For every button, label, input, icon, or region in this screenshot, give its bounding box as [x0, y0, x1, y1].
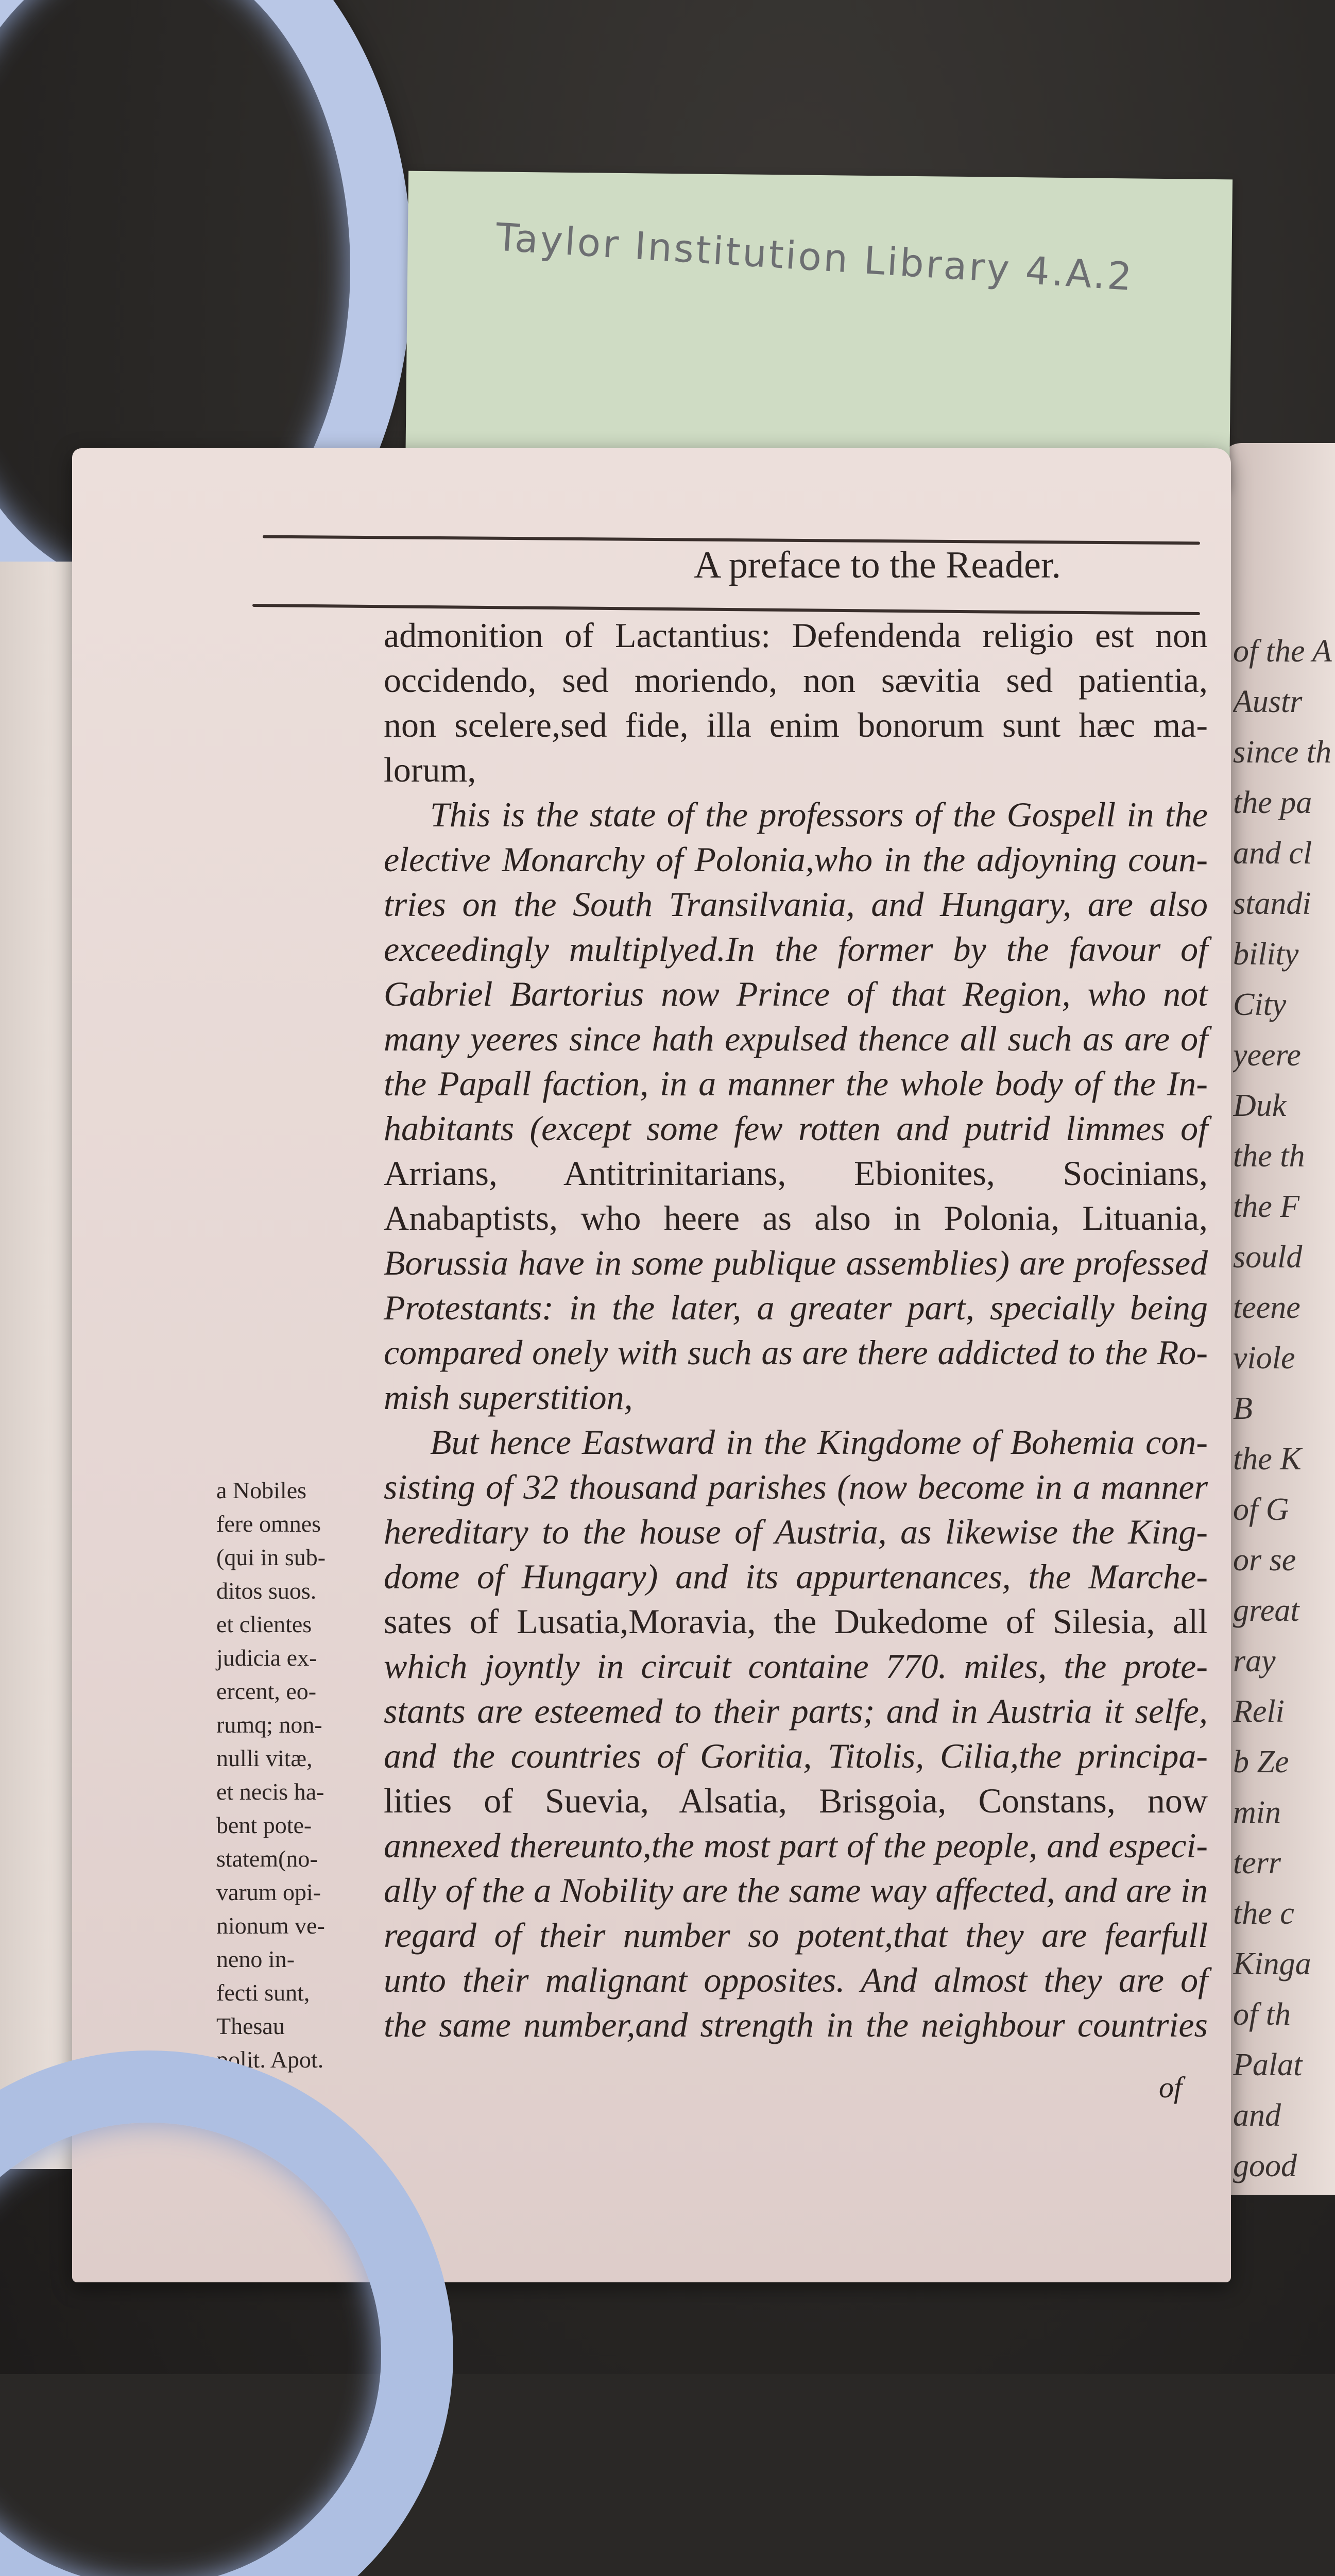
facing-page-fragment: the pa — [1233, 785, 1312, 820]
text-line: stants are esteemed to their parts; and in Austria it selfe, — [384, 1691, 1208, 1731]
facing-page-fragment: min — [1233, 1795, 1281, 1830]
facing-page-fragment: the th — [1233, 1139, 1305, 1174]
facing-page-fragment: of th — [1233, 1997, 1291, 2032]
text-line: unto their malignant opposites. And almost they are of — [384, 1960, 1208, 1999]
text-line: ally of the a Nobility are the same way affected, and are in — [384, 1871, 1208, 1910]
text-line: habitants (except some few rotten and putrid limmes of — [384, 1109, 1208, 1148]
margin-note-line: a Nobiles — [216, 1477, 307, 1503]
text-line: and the countries of Goritia, Titolis, Cilia,the principa- — [384, 1736, 1208, 1775]
facing-page-fragment: and cl — [1233, 836, 1312, 871]
text-line: annexed thereunto,the most part of the people, and especi- — [384, 1826, 1208, 1865]
facing-page-fragment: yeere — [1233, 1038, 1301, 1073]
facing-page-fragment: Austr — [1233, 684, 1303, 719]
body-text — [384, 613, 1208, 2047]
facing-page-fragment: good — [1233, 2148, 1297, 2183]
margin-note-line: et clientes — [216, 1611, 312, 1637]
text-line: mish superstition, — [384, 1378, 633, 1417]
text-line: non scelere,sed fide, illa enim bonorum sunt hæc ma- — [384, 705, 1208, 744]
facing-page-fragment: Palat — [1233, 2047, 1303, 2082]
facing-page-fragment: City — [1233, 987, 1287, 1022]
facing-page-fragment: Kinga — [1233, 1946, 1311, 1981]
library-slip — [405, 171, 1233, 489]
margin-note-line: polit. Apot. — [216, 2046, 324, 2073]
text-line: admonition of Lactantius: Defendenda religio est non — [384, 616, 1208, 655]
catchword: of — [1159, 2071, 1183, 2104]
text-line: dome of Hungary) and its appurtenances, the Marche- — [384, 1557, 1208, 1596]
margin-note-line: fere omnes — [216, 1511, 321, 1537]
text-line: Protestants: in the later, a greater part, specially being — [384, 1288, 1208, 1327]
left-page-edge — [0, 562, 82, 2169]
margin-note-line: judicia ex- — [216, 1645, 317, 1671]
text-line: tries on the South Transilvania, and Hungary, are also — [384, 885, 1208, 924]
facing-page-fragment: b Ze — [1233, 1744, 1289, 1780]
facing-page-fragment: of G — [1233, 1492, 1289, 1527]
facing-page-fragment: terr — [1233, 1845, 1281, 1880]
margin-note-line: Thesau — [216, 2013, 285, 2039]
facing-page-fragment: of the A — [1233, 634, 1332, 669]
text-line: the same number,and strength in the neighbour countries — [384, 2005, 1208, 2044]
text-line: Borussia have in some publique assemblies) are professed — [384, 1243, 1208, 1282]
facing-page-fragment: bility — [1233, 937, 1299, 972]
facing-page-fragment: or se — [1233, 1543, 1296, 1578]
margin-note-line: statem(no- — [216, 1845, 318, 1872]
text-line: many yeeres since hath expulsed thence all such as are of — [384, 1019, 1208, 1058]
facing-page-fragment: and — [1233, 2098, 1281, 2133]
margin-note-line: nulli vitæ, — [216, 1745, 313, 1771]
facing-page-fragment: the F — [1233, 1189, 1300, 1224]
margin-note-line: fecti sunt, — [216, 1979, 310, 2006]
text-line: exceedingly multiplyed.In the former by the favour of — [384, 929, 1208, 969]
text-line: Anabaptists, who heere as also in Polonia, Lituania, — [384, 1198, 1208, 1238]
text-line: hereditary to the house of Austria, as likewise the King- — [384, 1512, 1208, 1551]
running-head: A preface to the Reader. — [694, 544, 1061, 586]
library-slip-text: Taylor Institution Library 4.A.2 — [494, 215, 1135, 300]
text-line: which joyntly in circuit containe 770. miles, the prote- — [384, 1647, 1208, 1686]
margin-note-line: (qui in sub- — [216, 1544, 326, 1570]
facing-page-fragment: B — [1233, 1391, 1253, 1426]
text-line: sates of Lusatia,Moravia, the Dukedome of Silesia, all — [384, 1602, 1208, 1641]
text-line: lities of Suevia, Alsatia, Brisgoia, Constans, now — [384, 1781, 1208, 1820]
text-line: sisting of 32 thousand parishes (now become in a manner — [384, 1467, 1208, 1506]
margin-note-line: ditos suos. — [216, 1578, 317, 1604]
text-line: regard of their number so potent,that they are fearfull — [384, 1916, 1208, 1955]
text-line: Arrians, Antitrinitarians, Ebionites, Socinians, — [384, 1154, 1208, 1193]
facing-page-fragment: standi — [1233, 886, 1311, 921]
facing-page-fragment: teene — [1233, 1290, 1300, 1325]
facing-page-fragment: viole — [1233, 1341, 1295, 1376]
margin-note-line: bent pote- — [216, 1812, 312, 1838]
facing-page-fragment: Duk — [1233, 1088, 1287, 1123]
text-line: lorum, — [384, 750, 476, 789]
margin-note-line: nionum ve- — [216, 1912, 325, 1939]
text-line: occidendo, sed moriendo, non sævitia sed patientia, — [384, 660, 1208, 700]
margin-note — [216, 1473, 366, 2110]
text-line: But hence Eastward in the Kingdome of Bohemia con- — [430, 1422, 1208, 1462]
facing-page-fragment: ray — [1233, 1643, 1276, 1679]
text-line: elective Monarchy of Polonia,who in the adjoyning coun- — [384, 840, 1208, 879]
facing-page-fragment: great — [1233, 1593, 1299, 1628]
margin-note-line: rumq; non- — [216, 1711, 322, 1738]
margin-note-line: ercent, eo- — [216, 1678, 317, 1704]
text-line: the Papall faction, in a manner the whole body of the In- — [384, 1064, 1208, 1103]
margin-note-line: varum opi- — [216, 1879, 321, 1905]
facing-page — [1221, 443, 1335, 2195]
margin-note-line: neno in- — [216, 1946, 295, 1972]
facing-page-fragment: since th — [1233, 735, 1332, 770]
text-line: compared onely with such as are there addicted to the Ro- — [384, 1333, 1208, 1372]
text-line: Gabriel Bartorius now Prince of that Region, who not — [384, 974, 1208, 1013]
text-line: This is the state of the professors of the Gospell in the — [430, 795, 1208, 834]
facing-page-fragment: Reli — [1233, 1694, 1285, 1729]
margin-note-line: 6. — [216, 2080, 234, 2106]
facing-page-fragment: the K — [1233, 1442, 1302, 1477]
margin-note-line: et necis ha- — [216, 1778, 324, 1805]
facing-page-fragment: the c — [1233, 1896, 1294, 1931]
facing-page-fragment: sould — [1233, 1240, 1303, 1275]
